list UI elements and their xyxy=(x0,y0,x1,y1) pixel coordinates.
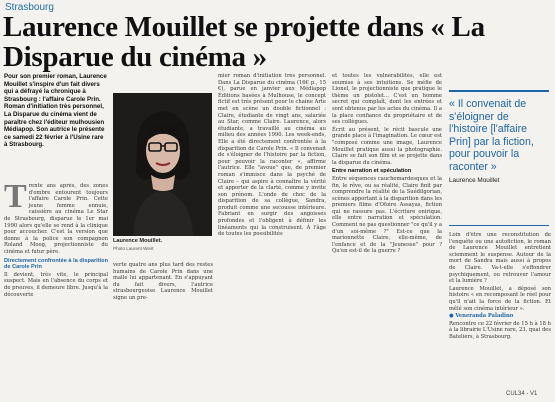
column-2-text: verte quatre ans plus tard des restes humains de Carole Prin dans une malle lui appartenant. En s'appuyant du fait divers, l'autrice strasbourgeoise Laurence Mouillet signe un pre- xyxy=(113,262,213,301)
column-4-text-2: Écrit au présent, le récit bascule une grande place à l'imagination. Le cœur est "composé comme une image, Laurence Mouillet pratique aussi la photographie. Claire se fait son film et se projette dans la disparue du cinéma. xyxy=(332,126,442,166)
article-column-5 xyxy=(449,232,551,387)
quote-bottom-rule xyxy=(449,225,549,226)
portrait-illustration xyxy=(113,93,212,236)
article-column-1 xyxy=(4,183,108,398)
caption-text: Laurence Mouillet. xyxy=(113,238,163,244)
column-1-subhead: Directement confrontée à la disparition de Carole Prin xyxy=(4,257,108,271)
drop-cap: T xyxy=(4,183,27,215)
photo-credit: Photo Laurent West xyxy=(113,246,154,251)
author-photo xyxy=(113,93,212,236)
column-3-text: mier roman d'initiation très personnel. Dans La Disparue du cinéma (16€ p., 15 €), parue en janvier aux Médiapop Éditions basées à Mulhouse, le concept fictif est très présent pour le chaine Arte met en scène un double fictionnel : Claire, étudiante de vingt ans, salariée au Star, comme Claire. Laurence, alors étudiante, a travaillé au cinéma au milieu des années 1990. Les week-ends, Elle a été directement confrontée à la disparition de Carole Prin. « Il convenait de s'éloigner de l'histoire par la fiction, pour pouvoir la raconter », affirme l'autrice. Elle "avoue" que, de premier roman s'immisce dans la psyché de Claire – qui aspire à connaître la vérité et apporter de la clarté, comme y invite son prénom. L'onde de choc de la disparition de sa collègue, Sandra, produit comme une secousse intérieure. Fabriant en surgir des angoisses profondes et l'obligent à définir les linéaments qui la construisent. À l'âge de toutes les possibilités xyxy=(218,73,326,238)
column-5-text: Loin d'être une reconstitution de l'enquête ou une autofiction, le roman de Laurence Mouillet entretient sciemment le suspense. Autour de la mort de Sandra mais aussi à propos de Claire. Va-t-elle s'effondrer psychiquement, ou retrouver l'amour et la lumière ? xyxy=(449,232,551,285)
pull-quote-text: « Il convenait de s'éloigner de l'histoire [l'affaire Prin] par la fiction, pour pouvoir la raconter » xyxy=(449,98,534,173)
column-4-text-3: Entre séquences cauchemardesques et la fin, le rêve, ou sa réalité, Claire finit par comprendre la réalité de la Suédilgorian, scènes apportant à la disparition dans les premiers films d'Ofoire Assayas, fiction qui ne rassure pas. L'écriture onirique, elle entre narration et spéculation. Comment ne pas questionner "ce qu'il y a d'un soi-même ?" Est-ce que la marionnette Claire, elle-même, de l'enfance et de la "Jeunesse" pour ? Qu'en est-il de la guerre ? xyxy=(332,175,442,255)
photo-caption xyxy=(113,238,213,252)
column-4-subhead: Entre narration et spéculation xyxy=(332,168,412,175)
article-headline: Laurence Mouillet se projette dans « La Disparue du cinéma » xyxy=(3,11,485,73)
quote-top-rule xyxy=(449,90,549,92)
article-column-3 xyxy=(218,73,326,398)
page-footer: CUL34 - V1 xyxy=(506,391,538,397)
article-column-2 xyxy=(113,262,213,398)
pull-quote xyxy=(449,98,549,184)
pull-quote-author: Laurence Mouillet xyxy=(449,176,500,184)
article-lead: Pour son premier roman, Laurence Mouillet s'inspire d'un fait divers qui a défrayé la chronique à Strasbourg : l'affaire Carole Prin. Roman d'initiation très personnel, La Disparue du cinéma vient de paraître chez l'éditeur mulhousien Médiapop. Son autrice le présente ce samedi 22 février à l'Usine rare à Strasbourg. xyxy=(4,73,107,149)
column-4-text: et toutes les vulnérabilités, elle est soumise à ses intuitions. Se méfie de Lionel, le projectionniste que pratique le thème un pistolet... C'est un homme secret qui complaît, dont les entrées et sont obtenus par les actes du cinéma. Il a la place confiance du propriétaire et de ses collègues. xyxy=(332,73,442,126)
section-kicker[interactable]: Strasbourg xyxy=(5,2,54,13)
column-1-text-2: Il devient, très vite, le principal suspect. Mais en l'absence du corps et de preuves, il demeure libre. Jusqu'à la découverte xyxy=(4,271,108,298)
event-bullet: ● Veneranda Paladino xyxy=(449,313,514,320)
column-5-text-2: Laurence Mouillet, a déposé son histoire « en recomposant le réel pour qu'il n'ait la force de la fiction. Et mêlé son cinéma intérieur ». xyxy=(449,285,551,312)
column-1-text: rente ans après, des zones d'ombre entourent toujours l'affaire Carole Prin. Cette jeune femme ennuie, caissière au cinéma Le Star de Strasbourg, disparue le 1er mai 1990 alors qu'elle se rend à la clinique pour accoucher. C'est la version que donne à la police son compagnon Roland Moog, projectionniste du cinéma et futur père. xyxy=(4,183,108,255)
article-column-4 xyxy=(332,73,442,398)
event-details: Rencontre ce 22 février de 15 h à 18 h à la librairie L'Usine rare, 23, quai des Bateliers, à Strasbourg. xyxy=(449,320,551,340)
